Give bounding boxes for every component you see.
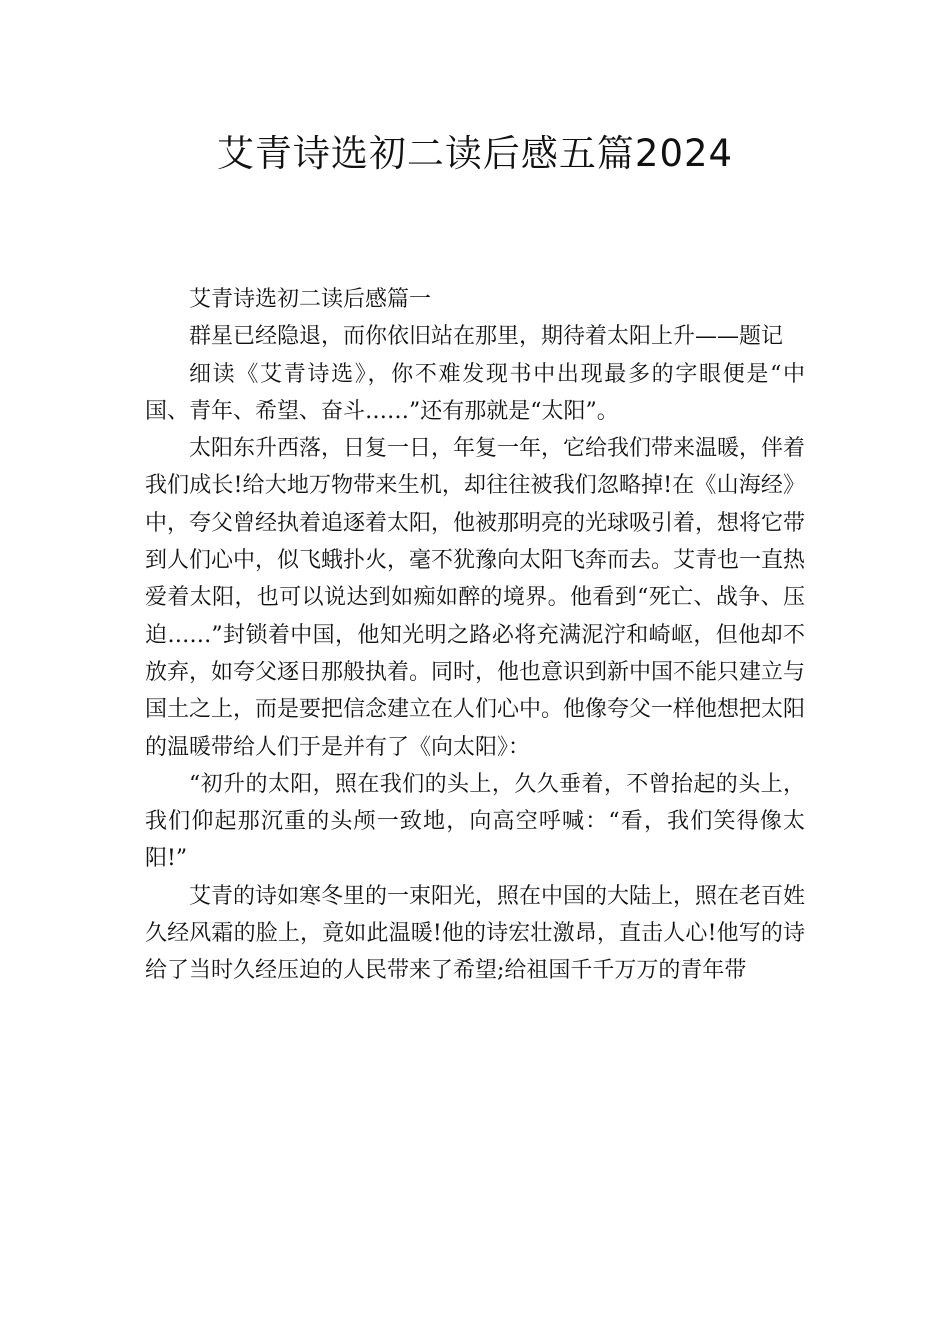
paragraph: 太阳东升西落，日复一日，年复一年，它给我们带来温暖，伴着我们成长!给大地万物带来生机，却往往被我们忽略掉!在《山海经》中，夸父曾经执着追逐着太阳，他被那明亮的光球吸引着，想将它带到人们心中，似飞蛾扑火，毫不犹豫向太阳飞奔而去。艾青也一直热爱着太阳，也可以说达到如痴如醉的境界。他看到“死亡、战争、压迫……”封锁着中国，他知光明之路必将充满泥泞和崎岖，但他却不放弃，如夸父逐日那般执着。同时，他也意识到新中国不能只建立与国土之上，而是要把信念建立在人们心中。他像夸父一样他想把太阳的温暖带给人们于是并有了《向太阳》： [145,436,806,760]
paragraph: 艾青的诗如寒冬里的一束阳光，照在中国的大陆上，照在老百姓久经风霜的脸上，竟如此温暖!他的诗宏壮激昂，直击人心!他写的诗给了当时久经压迫的人民带来了希望;给祖国千千万万的青年带 [145,883,806,984]
document-title: 艾青诗选初二读后感五篇2024 [216,132,734,175]
section-heading: 艾青诗选初二读后感篇一 [189,287,432,312]
document-body [145,281,805,990]
paragraph-epigraph: 群星已经隐退，而你依旧站在那里，期待着太阳上升——题记 [189,324,784,350]
paragraph: 细读《艾青诗选》，你不难发现书中出现最多的字眼便是“中国、青年、希望、奋斗……”还有那就是“太阳”。 [145,361,805,424]
paragraph-quote: “初升的太阳，照在我们的头上，久久垂着，不曾抬起的头上，我们仰起那沉重的头颅一致地，向高空呼喊：“看，我们笑得像太阳!” [145,771,805,872]
